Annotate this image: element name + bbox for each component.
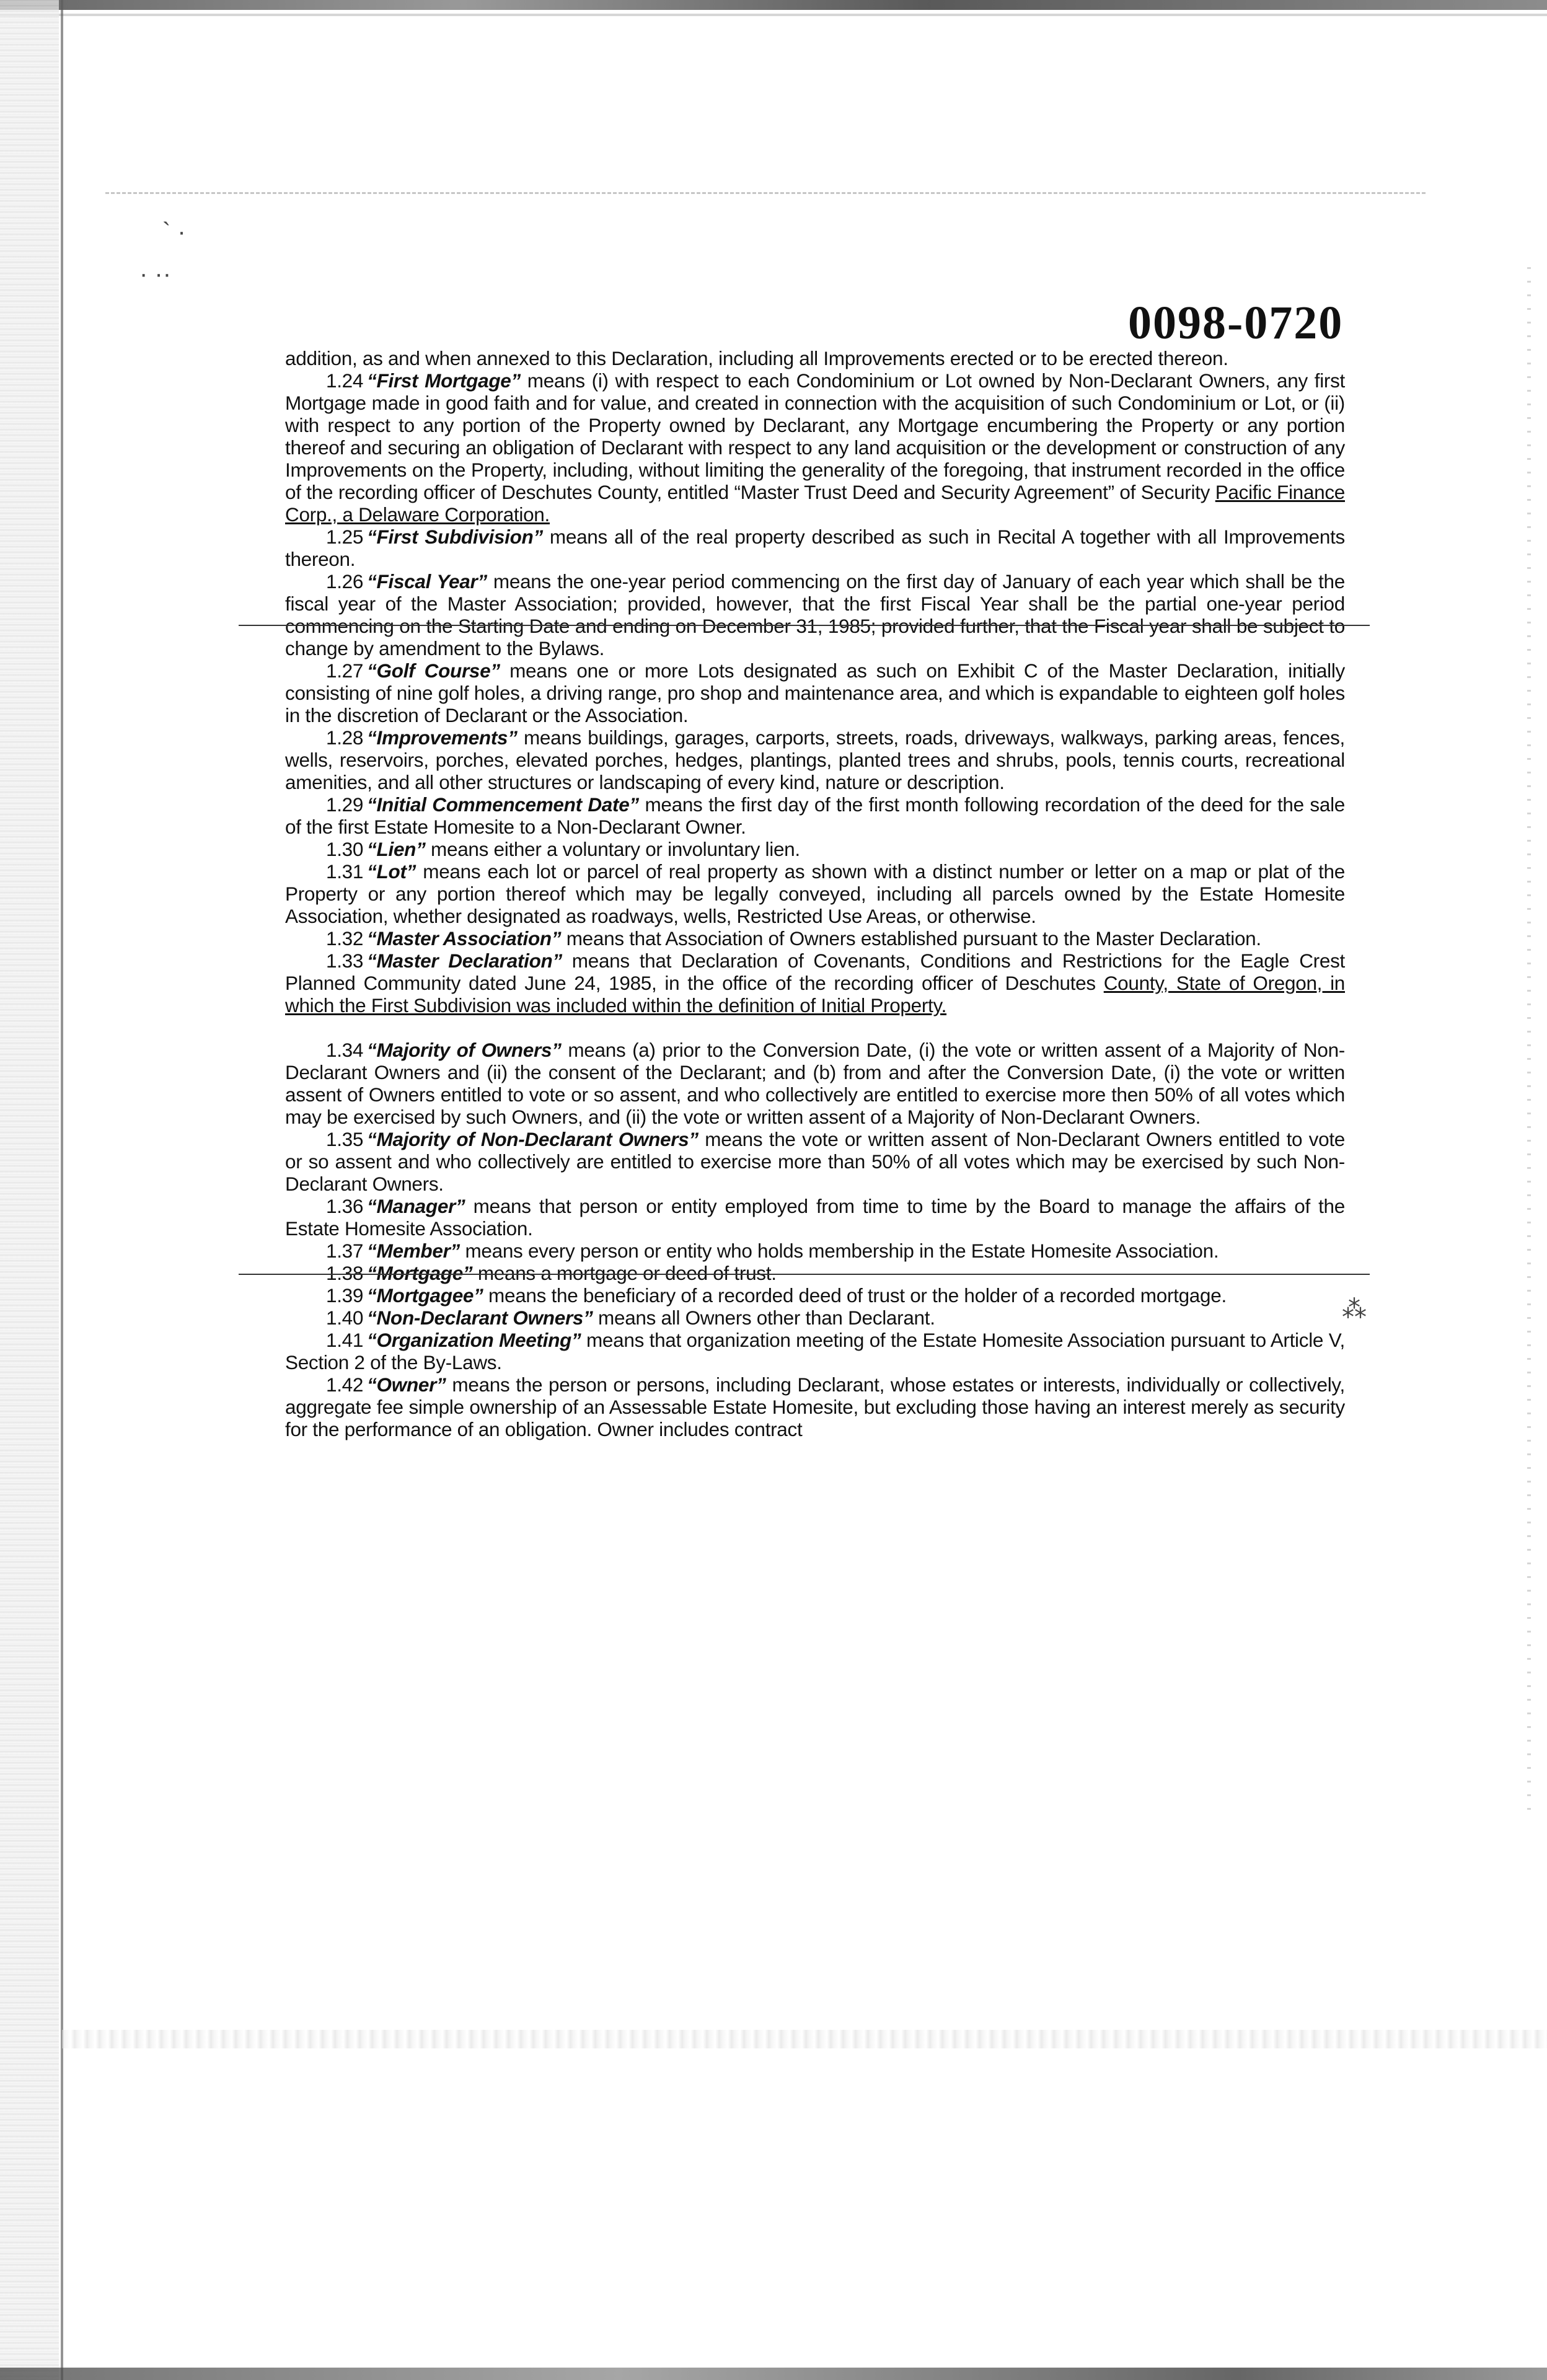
definition-term: “Mortgage” (367, 1262, 473, 1284)
scan-left-edge (61, 0, 63, 2380)
definition-1-28 (285, 726, 1345, 793)
definition-text: means one or more Lots designated as such on Exhibit C of the Master Declaration, initially consisting of nine golf holes, a driving range, pro shop and maintenance area, and which is expandable to eighteen golf holes in the discretion of Declarant or the Association. (285, 659, 1345, 726)
scan-speck: ⁂ (1342, 1296, 1367, 1323)
definition-number: 1.35 (326, 1128, 364, 1150)
definition-text: means the one-year period commencing on the first day of January of each year which shall be the fiscal year of the Master Association; provided, however, that the first Fiscal Year shall be the partial one-year period commencing on the Starting Date and ending on December 31, 1985; provided further, that the Fiscal year shall be subject to change by amendment to the Bylaws. (285, 570, 1345, 659)
definition-number: 1.29 (326, 793, 364, 816)
definition-1-41 (285, 1329, 1345, 1373)
definition-number: 1.37 (326, 1240, 364, 1262)
definition-term: “Master Association” (367, 927, 562, 950)
definition-term: “Improvements” (367, 726, 518, 749)
definition-1-39 (285, 1284, 1345, 1307)
definition-text: means all of the real property described as such in Recital A together with all Improvements thereon. (285, 526, 1345, 570)
definition-text: means every person or entity who holds membership in the Estate Homesite Association. (460, 1240, 1219, 1262)
scan-lower-smudge (62, 2030, 1547, 2048)
definition-term: “Organization Meeting” (367, 1329, 581, 1351)
horizontal-rule (239, 1274, 1370, 1275)
definition-number: 1.36 (326, 1195, 364, 1217)
definition-1-42 (285, 1373, 1345, 1440)
definition-term: “Member” (367, 1240, 460, 1262)
definition-number: 1.24 (326, 369, 364, 392)
scan-top-edge-line (0, 14, 1547, 16)
definition-1-33 (285, 950, 1345, 1016)
scan-right-dots (1527, 260, 1531, 1810)
definition-text: means a mortgage or deed of trust. (472, 1262, 777, 1284)
scan-speck: · ·· (139, 260, 172, 288)
definition-1-31 (285, 860, 1345, 927)
definition-1-34 (285, 1039, 1345, 1128)
definition-number: 1.40 (326, 1307, 364, 1329)
definition-text: means (a) prior to the Conversion Date, (i) the vote or written assent of a Majority of Non-Declarant Owners and (ii) the consent of the Declarant; and (b) from and after the Conversion Date, (i) the vote or written assent of Owners entitled to vote or so assent, and who collectively are entitled to exercise more then 50% of all votes which may be exercised by such Owners, and (ii) the vote or written assent of a Majority of Non-Declarant Owners. (285, 1039, 1346, 1128)
definition-number: 1.34 (326, 1039, 364, 1061)
definition-number: 1.26 (326, 570, 364, 593)
definition-term: “Majority of Non-Declarant Owners” (367, 1128, 699, 1150)
definition-term: “Master Declaration” (367, 950, 562, 972)
definition-text: means that organization meeting of the Estate Homesite Association pursuant to Article V, Section 2 of the By-Laws. (285, 1329, 1345, 1373)
definition-1-27 (285, 659, 1345, 726)
scan-frame-line (105, 192, 1426, 194)
definition-text: means that Association of Owners established pursuant to the Master Declaration. (561, 927, 1261, 950)
definition-1-25 (285, 526, 1345, 570)
definition-text: means all Owners other than Declarant. (593, 1307, 935, 1329)
definition-term: “Non-Declarant Owners” (367, 1307, 593, 1329)
definition-1-29 (285, 793, 1345, 838)
definition-number: 1.42 (326, 1373, 364, 1396)
scan-top-edge (0, 0, 1547, 10)
definition-term: “Majority of Owners” (367, 1039, 562, 1061)
definition-number: 1.41 (326, 1329, 364, 1351)
definition-term: “Mortgagee” (367, 1284, 483, 1307)
section-gap (285, 1016, 1345, 1039)
definition-term: “Lien” (367, 838, 426, 860)
definition-number: 1.31 (326, 860, 364, 883)
definition-text: means the person or persons, including Declarant, whose estates or interests, individually or collectively, aggregate fee simple ownership of an Assessable Estate Homesite, but excluding those having an interest merely as security for the performance of an obligation. Owner includes contract (285, 1373, 1345, 1440)
document-body (285, 347, 1345, 1440)
definition-1-38 (285, 1262, 1345, 1284)
definition-term: “Manager” (367, 1195, 465, 1217)
definition-1-32 (285, 927, 1345, 950)
definition-1-36 (285, 1195, 1345, 1240)
definition-number: 1.30 (326, 838, 364, 860)
scan-speck: ` · (162, 218, 186, 245)
definition-term: “Initial Commencement Date” (367, 793, 639, 816)
definition-text: means buildings, garages, carports, streets, roads, driveways, walkways, parking areas, fences, wells, reservoirs, porches, elevated porches, hedges, plantings, planted trees and shrubs, pools, tennis courts, recreational amenities, and all other structures or landscaping of every kind, nature or description. (285, 726, 1345, 793)
definition-text: means the vote or written assent of Non-Declarant Owners entitled to vote or so assent and who collectively are entitled to exercise more than 50% of all votes which may be exercised by such Non-Declarant Owners. (285, 1128, 1346, 1195)
definition-number: 1.27 (326, 659, 364, 682)
definition-1-37 (285, 1240, 1345, 1262)
definition-number: 1.39 (326, 1284, 364, 1307)
definition-underlined-text: Pacific Finance Corp., a Delaware Corporation. (285, 481, 1345, 526)
horizontal-rule (239, 625, 1370, 626)
intro-paragraph: addition, as and when annexed to this Declaration, including all Improvements erected or to be erected thereon. (285, 347, 1228, 369)
definition-1-35 (285, 1128, 1345, 1195)
definition-term: “First Subdivision” (367, 526, 543, 548)
definition-term: “First Mortgage” (367, 369, 521, 392)
definition-text: means (i) with respect to each Condominium or Lot owned by Non-Declarant Owners, any first Mortgage made in good faith and for value, and created in connection with the acquisition of such Condominium or Lot, or (ii) with respect to any portion of the Property owned by Declarant, any Mortgage encumbering the Property or any portion thereof and securing an obligation of Declarant with respect to any land acquisition or the development or construction of any Improvements on the Property, including, without limiting the generality of the foregoing, that instrument recorded in the office of the recording officer of Deschutes County, entitled “Master Trust Deed and Security Agreement” of Security (285, 369, 1345, 503)
definition-text: means that person or entity employed from time to time by the Board to manage the affairs of the Estate Homesite Association. (285, 1195, 1345, 1240)
definition-text: means the first day of the first month following recordation of the deed for the sale of the first Estate Homesite to a Non-Declarant Owner. (285, 793, 1346, 838)
scan-left-noise (0, 0, 59, 2380)
definition-1-30 (285, 838, 1345, 860)
definition-1-24 (285, 369, 1345, 526)
definition-1-26 (285, 570, 1345, 659)
definition-term: “Owner” (367, 1373, 446, 1396)
definition-text: means each lot or parcel of real property as shown with a distinct number or letter on a map or plat of the Property or any portion thereof which may be legally conveyed, including all parcels owned by the Estate Homesite Association, whether designated as roadways, wells, Restricted Use Areas, or otherwise. (285, 860, 1345, 927)
definition-number: 1.28 (326, 726, 364, 749)
definition-1-40 (285, 1307, 1345, 1329)
definition-number: 1.38 (326, 1262, 364, 1284)
page-id-stamp: 0098-0720 (1128, 297, 1344, 349)
definition-underlined-text: County, State of Oregon, in which the First Subdivision was included within the definition of Initial Property. (285, 972, 1345, 1016)
definition-text: means the beneficiary of a recorded deed of trust or the holder of a recorded mortgage. (483, 1284, 1227, 1307)
definition-text: means that Declaration of Covenants, Conditions and Restrictions for the Eagle Crest Planned Community dated June 24, 1985, in the office of the recording officer of Deschutes (285, 950, 1345, 994)
definition-term: “Golf Course” (367, 659, 500, 682)
scan-bottom-edge (0, 2368, 1547, 2380)
definition-number: 1.33 (326, 950, 364, 972)
definition-number: 1.25 (326, 526, 364, 548)
definition-text: means either a voluntary or involuntary lien. (425, 838, 800, 860)
definition-term: “Fiscal Year” (367, 570, 487, 593)
definition-number: 1.32 (326, 927, 364, 950)
definition-term: “Lot” (367, 860, 416, 883)
